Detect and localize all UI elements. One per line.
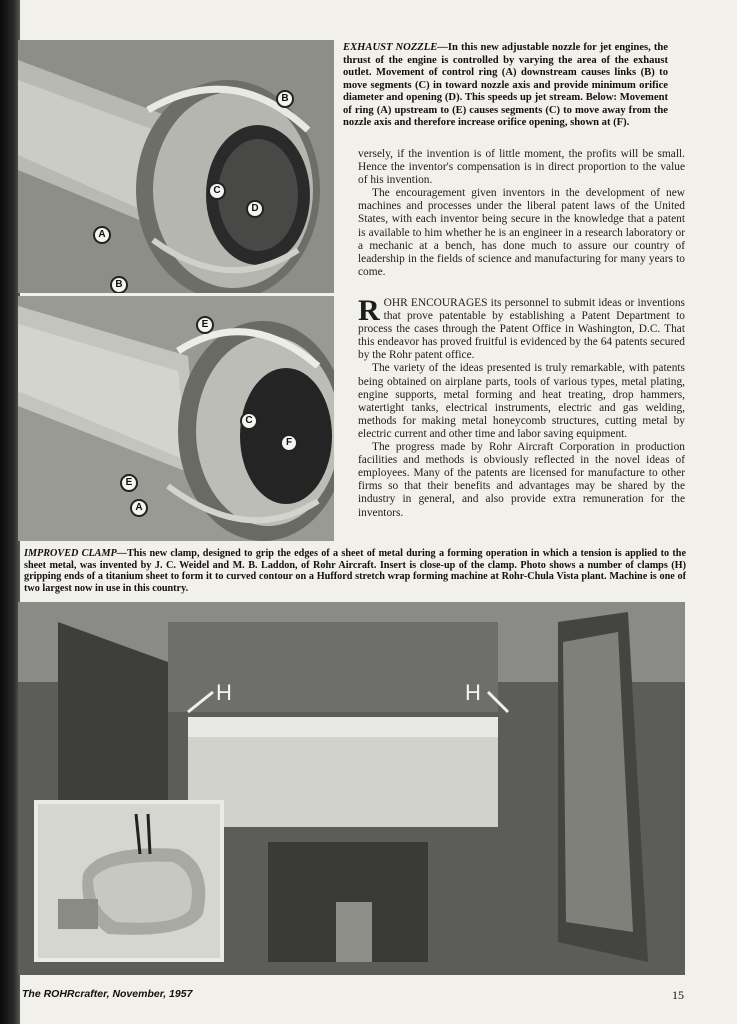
publication-footer: The ROHRcrafter, November, 1957 xyxy=(22,988,193,1000)
clamp-closeup-inset xyxy=(34,800,224,962)
drop-cap: R xyxy=(358,294,380,327)
label-e-lower: E xyxy=(120,474,138,492)
caption-text: This new clamp, designed to grip the edges of a sheet of metal during a forming operation in which a tension is applied to the sheet metal, was invented by J. C. Weidel and M. B. Laddon, of Rohr Aircraft. Insert is close-up of the clamp. Photo shows a number of clamps (H) gripping ends of a titanium sheet to form it to curved contour on a Hufford stretch wrap forming machine at Rohr-Chula Vista plant. Machine is one of two largest now in use in this country. xyxy=(24,548,686,594)
label-d-top: D xyxy=(246,200,264,218)
paragraph xyxy=(358,294,685,362)
label-b-lower: B xyxy=(110,276,128,293)
paragraph: The variety of the ideas presented is truly remarkable, with patents being obtained on airplane parts, tools of various types, metal plating, engine supports, metal forming and heat treating, drop hammers, watertight tanks, electrical instruments, electric and gas welding, methods for making metal honeycomb structures, cutting metal by electric current and other time and labor saving equipment. xyxy=(358,362,685,440)
exhaust-nozzle-photo-expanded xyxy=(18,296,334,541)
exhaust-nozzle-caption xyxy=(343,42,668,130)
caption-lead: EXHAUST NOZZLE— xyxy=(343,42,448,53)
caption-text: In this new adjustable nozzle for jet engines, the thrust of the engine is controlled by varying the area of the exhaust outlet. Movement of control ring (A) downstream causes links (B) to move segments (C) in toward nozzle axis and provide minimum orifice diameter and opening (D). This speeds up jet stream. Below: Movement of ring (A) upstream to (E) causes segments (C) to move away from the nozzle axis and therefore increase orifice opening, shown at (F). xyxy=(343,42,668,128)
label-a-top: A xyxy=(93,226,111,244)
paragraph: The progress made by Rohr Aircraft Corporation in production facilities and methods is obviously reflected in the novel ideas of employees. Many of the patents are licensed for manufacture to other firms so that their benefits and advantages may be shared by the industry in general, and also provide extra remuneration for the inventors. xyxy=(358,441,685,519)
page-number: 15 xyxy=(672,988,684,1002)
label-e-upper: E xyxy=(196,316,214,334)
exhaust-nozzle-photo-contracted xyxy=(18,40,334,293)
label-c-bottom: C xyxy=(240,412,258,430)
clamp-closeup-illustration xyxy=(38,804,220,958)
nozzle-illustration xyxy=(18,40,334,293)
caption-lead: IMPROVED CLAMP— xyxy=(24,548,127,559)
article-body-rohr xyxy=(358,294,685,520)
binding-spine xyxy=(0,0,20,1024)
label-h-right: H xyxy=(465,680,481,705)
improved-clamp-caption xyxy=(24,548,686,594)
label-b-top: B xyxy=(276,90,294,108)
label-c-top: C xyxy=(208,182,226,200)
paragraph: versely, if the invention is of little moment, the profits will be small. Hence the inventor's compensation is in direct proportion to the value of his invention. xyxy=(358,148,685,187)
paragraph: The encouragement given inventors in the development of new machines and processes under the liberal patent laws of the United States, with each inventor being secure in the knowledge that a patent is available to him whether he is an engineer in a research laboratory or a mechanic at a bench, has done much to assure our country of leadership in the fields of science and manufacturing for many years to come. xyxy=(358,187,685,278)
label-h-left: H xyxy=(216,680,232,705)
nozzle-illustration-expanded xyxy=(18,296,334,541)
label-a-bottom: A xyxy=(130,499,148,517)
paragraph-text: OHR ENCOURAGES its personnel to submit ideas or inventions that prove patentable by establishing a Patent Department to process the cases through the Patent Office in Washington, D.C. That this endeavor has proved fruitful is evidenced by the 64 patents secured by the Rohr patent office. xyxy=(358,297,685,362)
article-body-continued xyxy=(358,148,685,279)
label-f: F xyxy=(280,434,298,452)
